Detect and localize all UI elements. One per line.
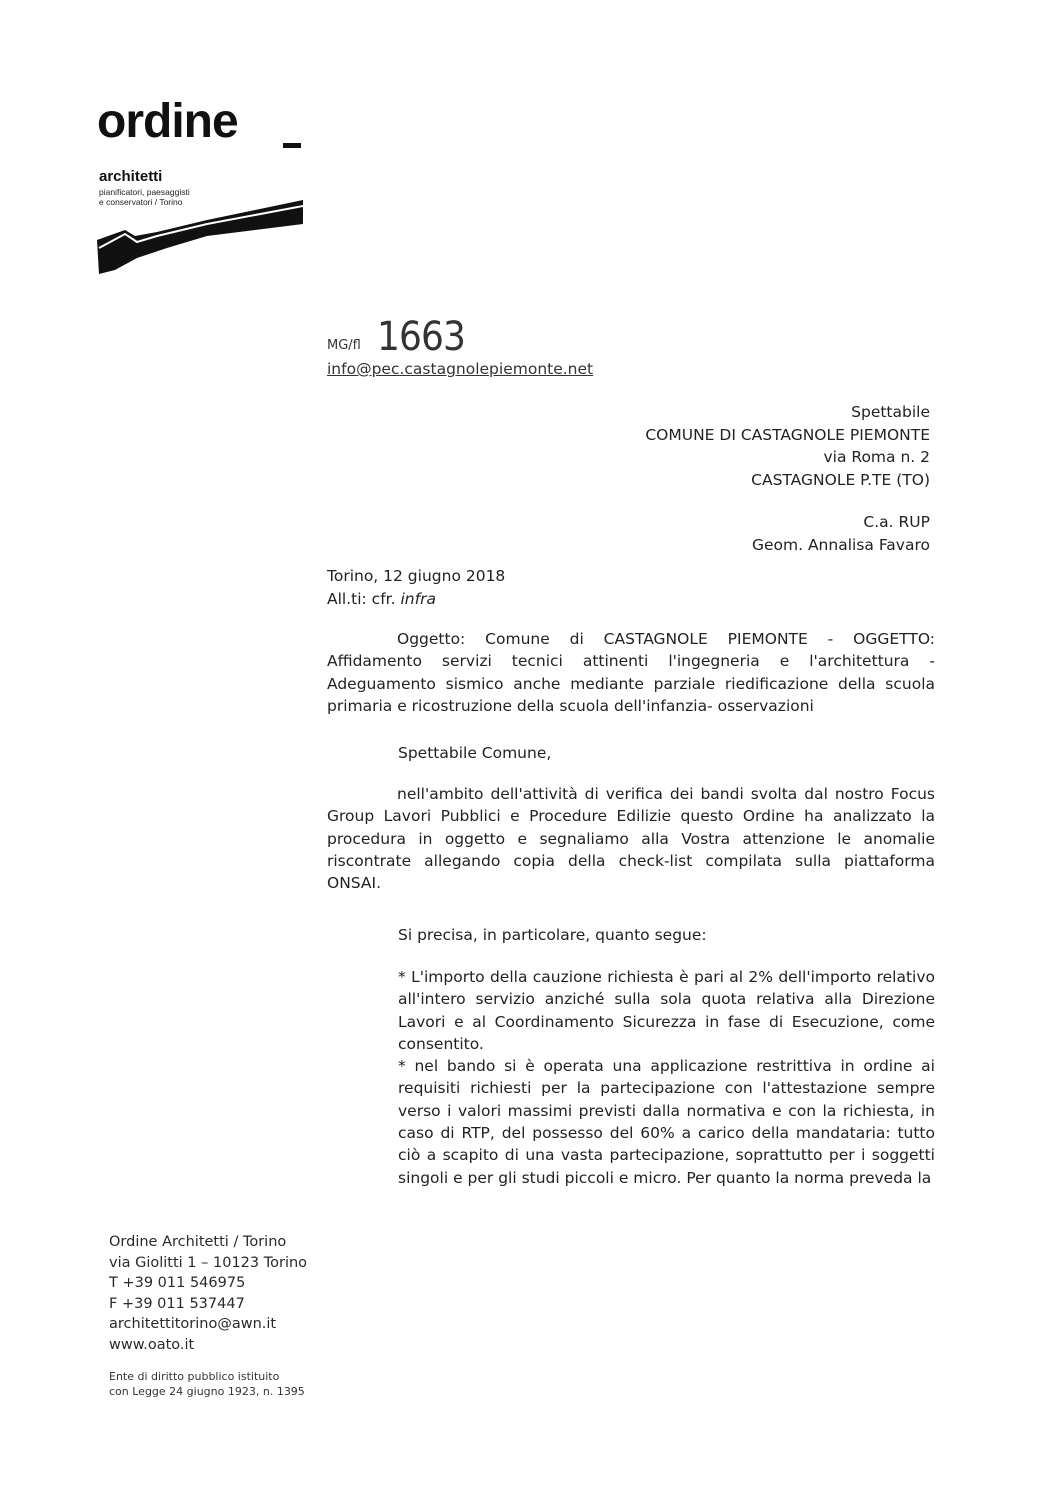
observation-item: * L'importo della cauzione richiesta è pari al 2% dell'importo relativo all'intero servizio anziché sulla sola quota relativa alla Direzione Lavori e al Coordinamento Sicurezza in fase di Esecuzione, come consentito. — [398, 968, 935, 1053]
subject-paragraph: Oggetto: Comune di CASTAGNOLE PIEMONTE - OGGETTO: Affidamento servizi tecnici attinenti l'ingegneria e l'architettura - Adeguamento sismico anche mediante parziale riedificazione della scuola primaria e ricostruzione della scuola dell'infanzia- osservazioni — [327, 630, 935, 715]
logo-dash — [283, 143, 301, 148]
logo-description-line: pianificatori, paesaggisti — [99, 187, 190, 197]
place-date: Torino, 12 giugno 2018 — [327, 567, 506, 585]
logo-mark-icon — [97, 196, 303, 276]
logo-description-line: e conservatori / Torino — [99, 197, 183, 207]
footer-line: Ordine Architetti / Torino — [109, 1234, 287, 1250]
recipient-line: CASTAGNOLE P.TE (TO) — [751, 470, 930, 489]
attention-line: Geom. Annalisa Favaro — [751, 536, 930, 554]
observation-item: * nel bando si è operata una applicazione restrittiva in ordine ai requisiti richiesti per la partecipazione con l'attestazione sempre verso i valori massimi previsti dalla normativa e con la richiesta, in caso di RTP, del possesso del 60% a carico della mandataria: tutto ciò a scapito di una vasta partecipazione, soprattutto per i soggetti singoli e per gli studi piccoli e micro. Per quanto la norma preveda la — [398, 1057, 935, 1187]
protocol-prefix: MG/fl — [327, 338, 361, 353]
footer-legal — [109, 1369, 305, 1399]
footer-email[interactable]: architettitorino@awn.it — [109, 1316, 277, 1332]
body-paragraph: nell'ambito dell'attività di verifica dei bandi svolta dal nostro Focus Group Lavori Pubblici e Procedure Edilizie questo Ordine ha analizzato la procedura in oggetto e segnaliamo alla Vostra attenzione le anomalie riscontrate allegando copia della check-list compilata sulla piattaforma ONSAI. — [327, 785, 935, 893]
date-block — [327, 565, 505, 611]
footer-legal-line: con Legge 24 giugno 1923, n. 1395 — [109, 1385, 305, 1398]
protocol-number: 1663 — [377, 314, 466, 360]
recipient-address — [645, 401, 930, 491]
precisa-line: Si precisa, in particolare, quanto segue: — [398, 926, 707, 944]
logo-subtitle: architetti — [99, 168, 163, 185]
attachments-value: infra — [400, 590, 436, 608]
recipient-line: Spettabile — [851, 403, 930, 421]
footer-line: via Giolitti 1 – 10123 Torino — [109, 1254, 308, 1271]
attachments-label: All.ti: cfr. — [327, 590, 396, 608]
logo-wordmark: ordine — [97, 95, 238, 148]
footer-website[interactable]: www.oato.it — [109, 1336, 195, 1353]
attention-line: C.a. RUP — [863, 513, 930, 531]
pec-address[interactable]: info@pec.castagnolepiemonte.net — [327, 360, 594, 378]
footer-legal-line: Ente di diritto pubblico istituito — [109, 1370, 280, 1383]
attention-block — [752, 511, 930, 557]
recipient-line: via Roma n. 2 — [823, 448, 930, 466]
salutation: Spettabile Comune, — [398, 744, 552, 762]
footer-contacts — [109, 1232, 307, 1355]
attachments — [327, 588, 505, 611]
observations-list — [398, 966, 935, 1189]
footer-fax: F +39 011 537447 — [109, 1295, 245, 1312]
footer-phone: T +39 011 546975 — [109, 1275, 246, 1291]
recipient-line: COMUNE DI CASTAGNOLE PIEMONTE — [645, 425, 930, 444]
